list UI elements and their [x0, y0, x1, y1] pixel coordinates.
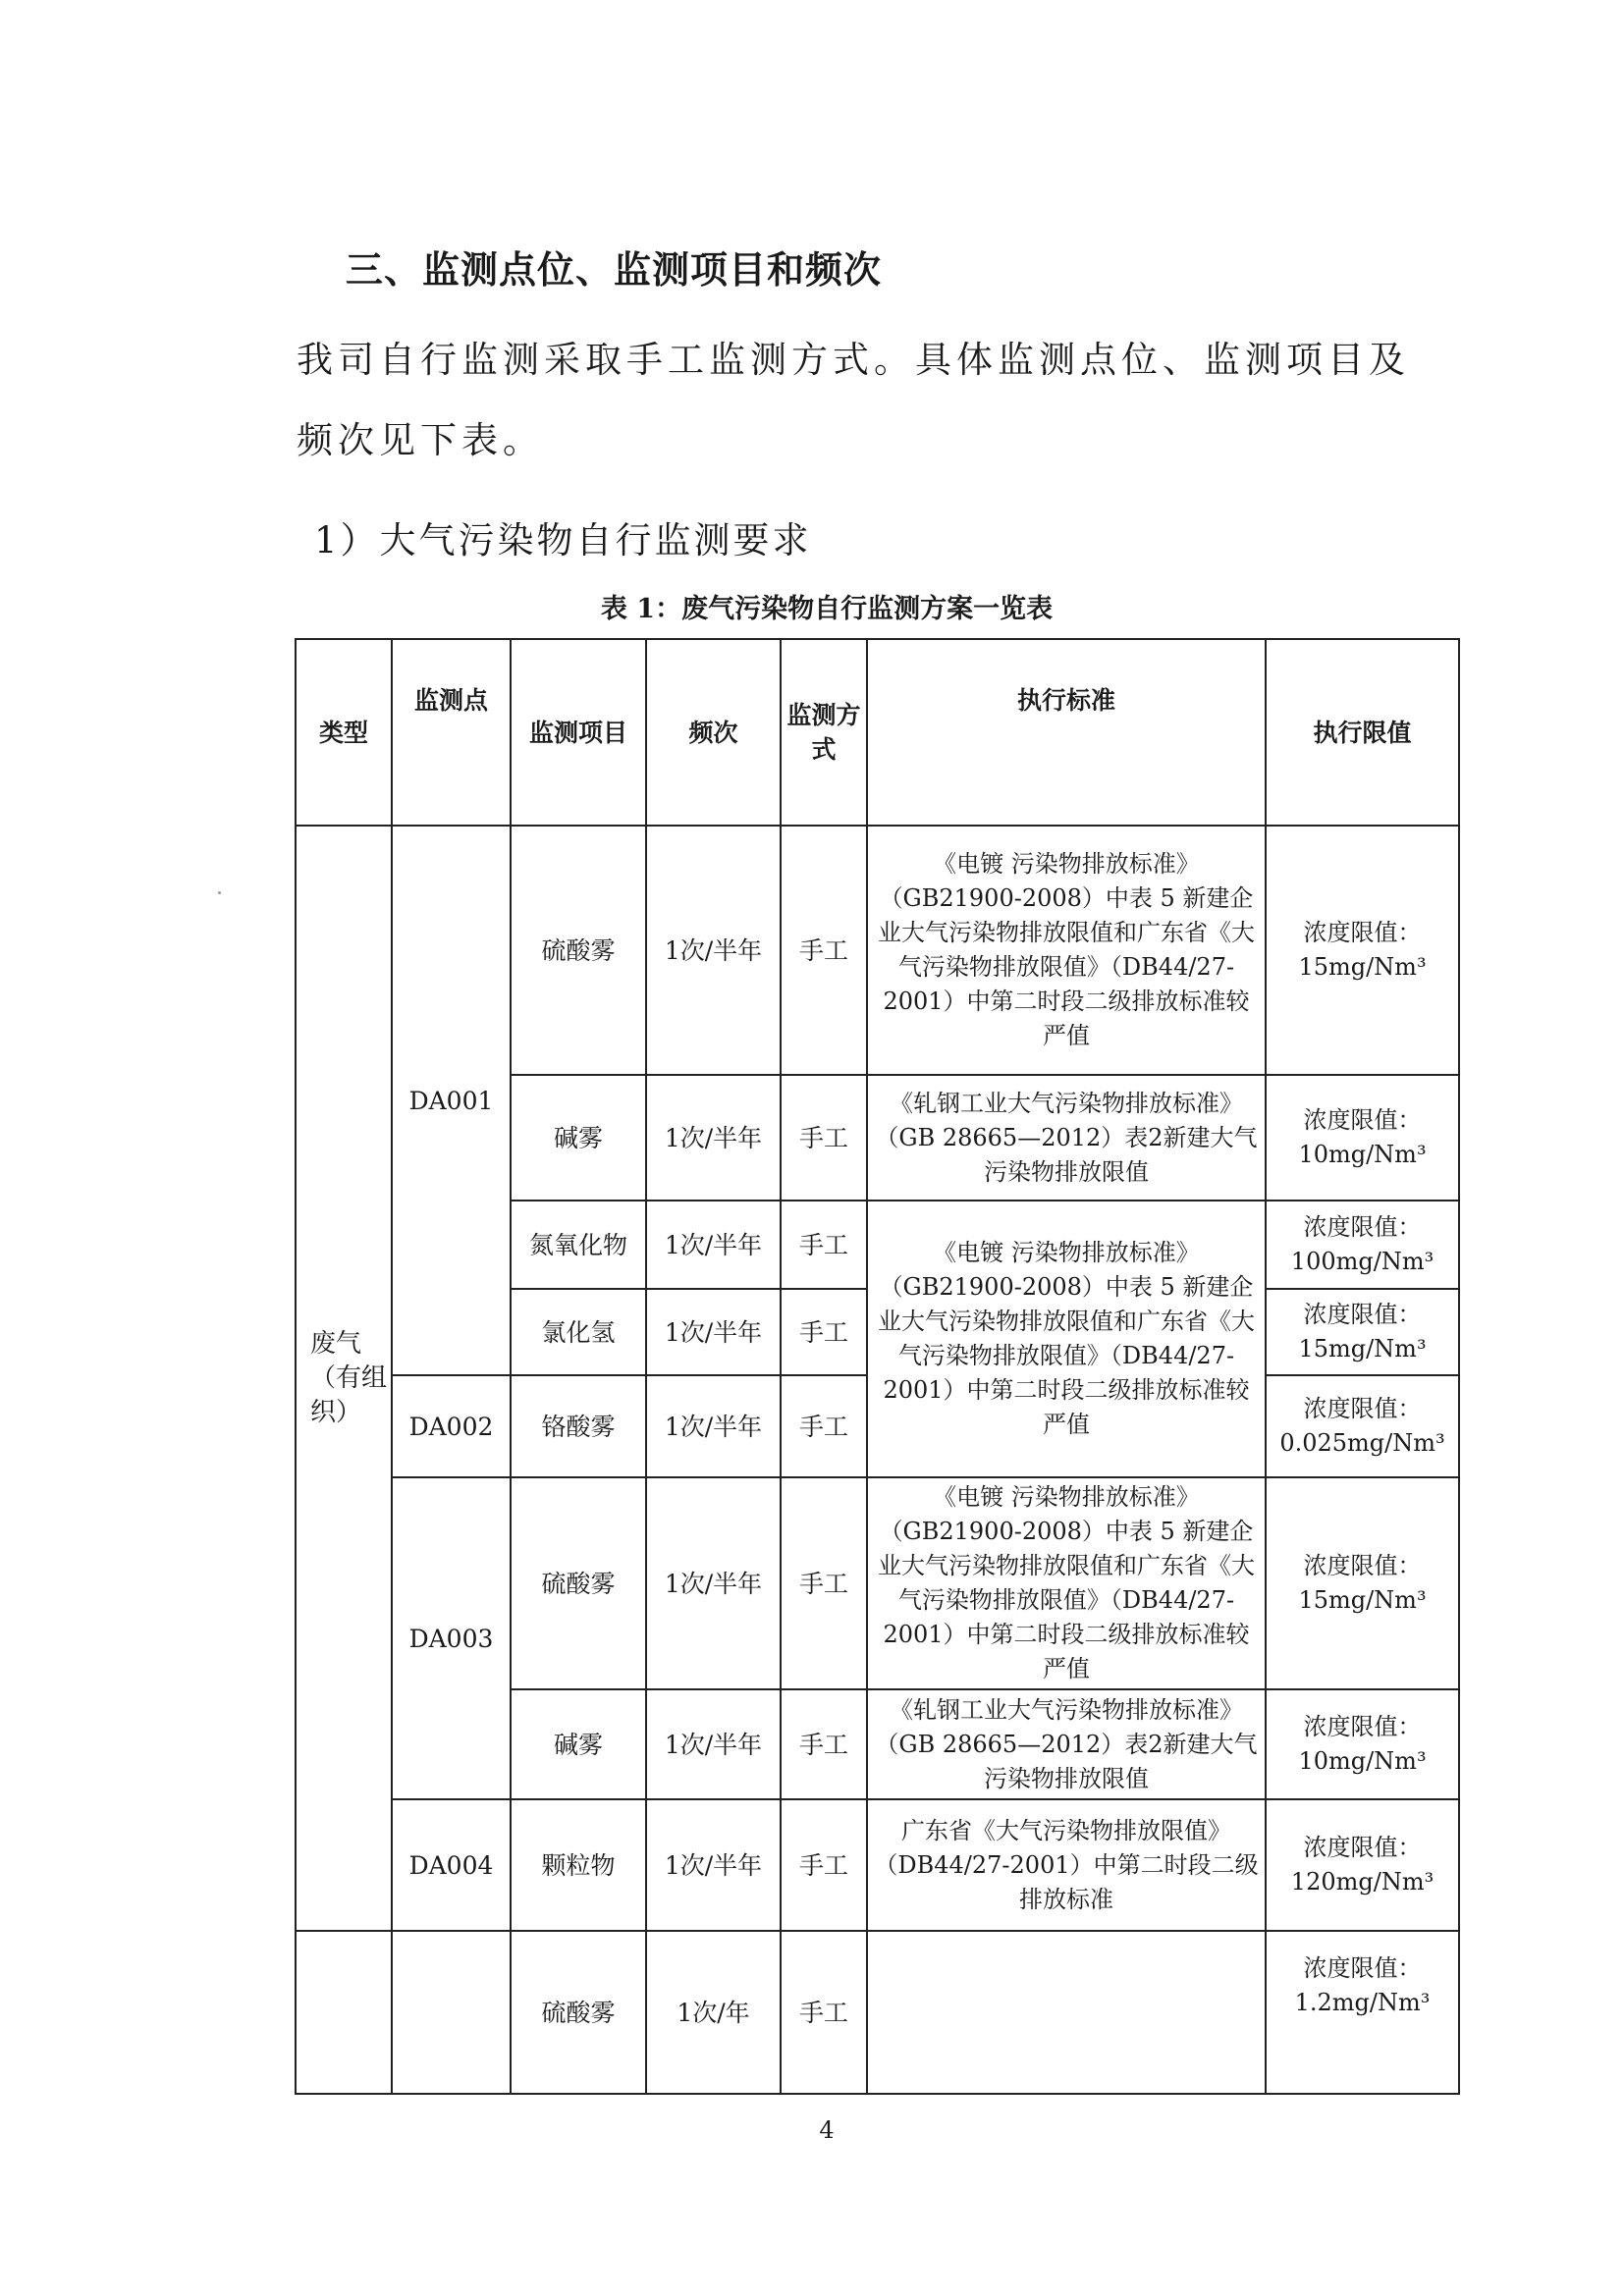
limit-cell	[1266, 1075, 1459, 1201]
standard-cell: 《电镀 污染物排放标准》（GB21900-2008）中表 5 新建企业大气污染物排放限值和广东省《大气污染物排放限值》（DB44/27-2001）中第二时段二级排放标准较严值	[867, 1201, 1266, 1477]
section-title: 三、监测点位、监测项目和频次	[346, 247, 883, 292]
item-cell: 碱雾	[511, 1075, 646, 1201]
item-cell: 颗粒物	[511, 1799, 646, 1931]
item-cell: 铬酸雾	[511, 1375, 646, 1477]
standard-cell: 广东省《大气污染物排放限值》（DB44/27-2001）中第二时段二级排放标准	[867, 1799, 1266, 1931]
table-row	[296, 1931, 1459, 2094]
header-limit: 执行限值	[1266, 639, 1459, 826]
method-cell: 手工	[781, 1931, 867, 2094]
limit-value: 15mg/Nm³	[1298, 953, 1427, 981]
header-type: 类型	[296, 639, 392, 826]
limit-label: 浓度限值：	[1303, 1834, 1422, 1861]
table-row	[296, 1799, 1459, 1931]
point-da001: DA001	[392, 826, 511, 1375]
limit-cell	[1266, 1689, 1459, 1799]
standard-cell: 《轧钢工业大气污染物排放标准》（GB 28665—2012）表2新建大气污染物排放限值	[867, 1075, 1266, 1201]
method-cell: 手工	[781, 1289, 867, 1375]
standard-cell: 《电镀 污染物排放标准》（GB21900-2008）中表 5 新建企业大气污染物排放限值和广东省《大气污染物排放限值》（DB44/27-2001）中第二时段二级排放标准较严值	[867, 1477, 1266, 1689]
limit-cell	[1266, 1477, 1459, 1689]
header-method: 监测方式	[781, 639, 867, 826]
freq-cell: 1次/半年	[646, 826, 781, 1075]
limit-cell	[1266, 1931, 1459, 2094]
header-point: 监测点	[392, 639, 511, 826]
method-cell: 手工	[781, 1799, 867, 1931]
limit-label: 浓度限值：	[1303, 1301, 1422, 1328]
item-cell: 硫酸雾	[511, 826, 646, 1075]
method-cell: 手工	[781, 1375, 867, 1477]
limit-label: 浓度限值：	[1303, 919, 1422, 946]
page-number: 4	[819, 2116, 835, 2144]
limit-cell	[1266, 1289, 1459, 1375]
header-freq: 频次	[646, 639, 781, 826]
method-cell: 手工	[781, 826, 867, 1075]
table-caption: 表 1：废气污染物自行监测方案一览表	[600, 594, 1054, 624]
item-cell: 碱雾	[511, 1689, 646, 1799]
method-cell: 手工	[781, 1201, 867, 1289]
limit-label: 浓度限值：	[1303, 1552, 1422, 1579]
freq-cell: 1次/半年	[646, 1289, 781, 1375]
header-standard: 执行标准	[867, 639, 1266, 826]
limit-value: 15mg/Nm³	[1298, 1586, 1427, 1614]
item-cell: 氯化氢	[511, 1289, 646, 1375]
limit-value: 0.025mg/Nm³	[1279, 1429, 1445, 1457]
standard-cell	[867, 1931, 1266, 2094]
limit-cell	[1266, 1799, 1459, 1931]
item-cell: 硫酸雾	[511, 1931, 646, 2094]
table-row	[296, 826, 1459, 1075]
type-cell: 废气（有组织）	[296, 826, 392, 1931]
limit-value: 10mg/Nm³	[1298, 1747, 1427, 1775]
freq-cell: 1次/半年	[646, 1075, 781, 1201]
table-row	[296, 1477, 1459, 1689]
standard-cell: 《电镀 污染物排放标准》（GB21900-2008）中表 5 新建企业大气污染物排放限值和广东省《大气污染物排放限值》（DB44/27-2001）中第二时段二级排放标准较严值	[867, 826, 1266, 1075]
item-cell: 氮氧化物	[511, 1201, 646, 1289]
standard-cell: 《轧钢工业大气污染物排放标准》（GB 28665—2012）表2新建大气污染物排放限值	[867, 1689, 1266, 1799]
method-cell: 手工	[781, 1689, 867, 1799]
point-da002: DA002	[392, 1375, 511, 1477]
limit-label: 浓度限值：	[1303, 1106, 1422, 1134]
limit-value: 15mg/Nm³	[1298, 1335, 1427, 1362]
freq-cell: 1次/半年	[646, 1477, 781, 1689]
freq-cell: 1次/半年	[646, 1201, 781, 1289]
scan-speck	[218, 891, 221, 894]
point-da003: DA003	[392, 1477, 511, 1799]
type-cell-empty	[296, 1931, 392, 2094]
freq-cell: 1次/年	[646, 1931, 781, 2094]
limit-cell	[1266, 826, 1459, 1075]
method-cell: 手工	[781, 1075, 867, 1201]
freq-cell: 1次/半年	[646, 1689, 781, 1799]
limit-value: 120mg/Nm³	[1290, 1868, 1435, 1896]
limit-label: 浓度限值：	[1303, 1395, 1422, 1422]
limit-value: 100mg/Nm³	[1290, 1248, 1435, 1275]
subheading: 1）大气污染物自行监测要求	[314, 519, 812, 561]
freq-cell: 1次/半年	[646, 1375, 781, 1477]
method-cell: 手工	[781, 1477, 867, 1689]
intro-paragraph: 我司自行监测采取手工监测方式。具体监测点位、监测项目及频次见下表。	[297, 339, 1410, 461]
point-da004: DA004	[392, 1799, 511, 1931]
limit-cell	[1266, 1201, 1459, 1289]
point-cell-empty	[392, 1931, 511, 2094]
limit-label: 浓度限值：	[1303, 1954, 1422, 1982]
header-row	[296, 639, 1459, 826]
item-cell: 硫酸雾	[511, 1477, 646, 1689]
limit-cell	[1266, 1375, 1459, 1477]
header-item: 监测项目	[511, 639, 646, 826]
freq-cell: 1次/半年	[646, 1799, 781, 1931]
limit-label: 浓度限值：	[1303, 1713, 1422, 1740]
monitoring-table	[295, 638, 1460, 2095]
limit-value: 1.2mg/Nm³	[1294, 1989, 1431, 2016]
limit-value: 10mg/Nm³	[1298, 1141, 1427, 1168]
limit-label: 浓度限值：	[1303, 1213, 1422, 1241]
